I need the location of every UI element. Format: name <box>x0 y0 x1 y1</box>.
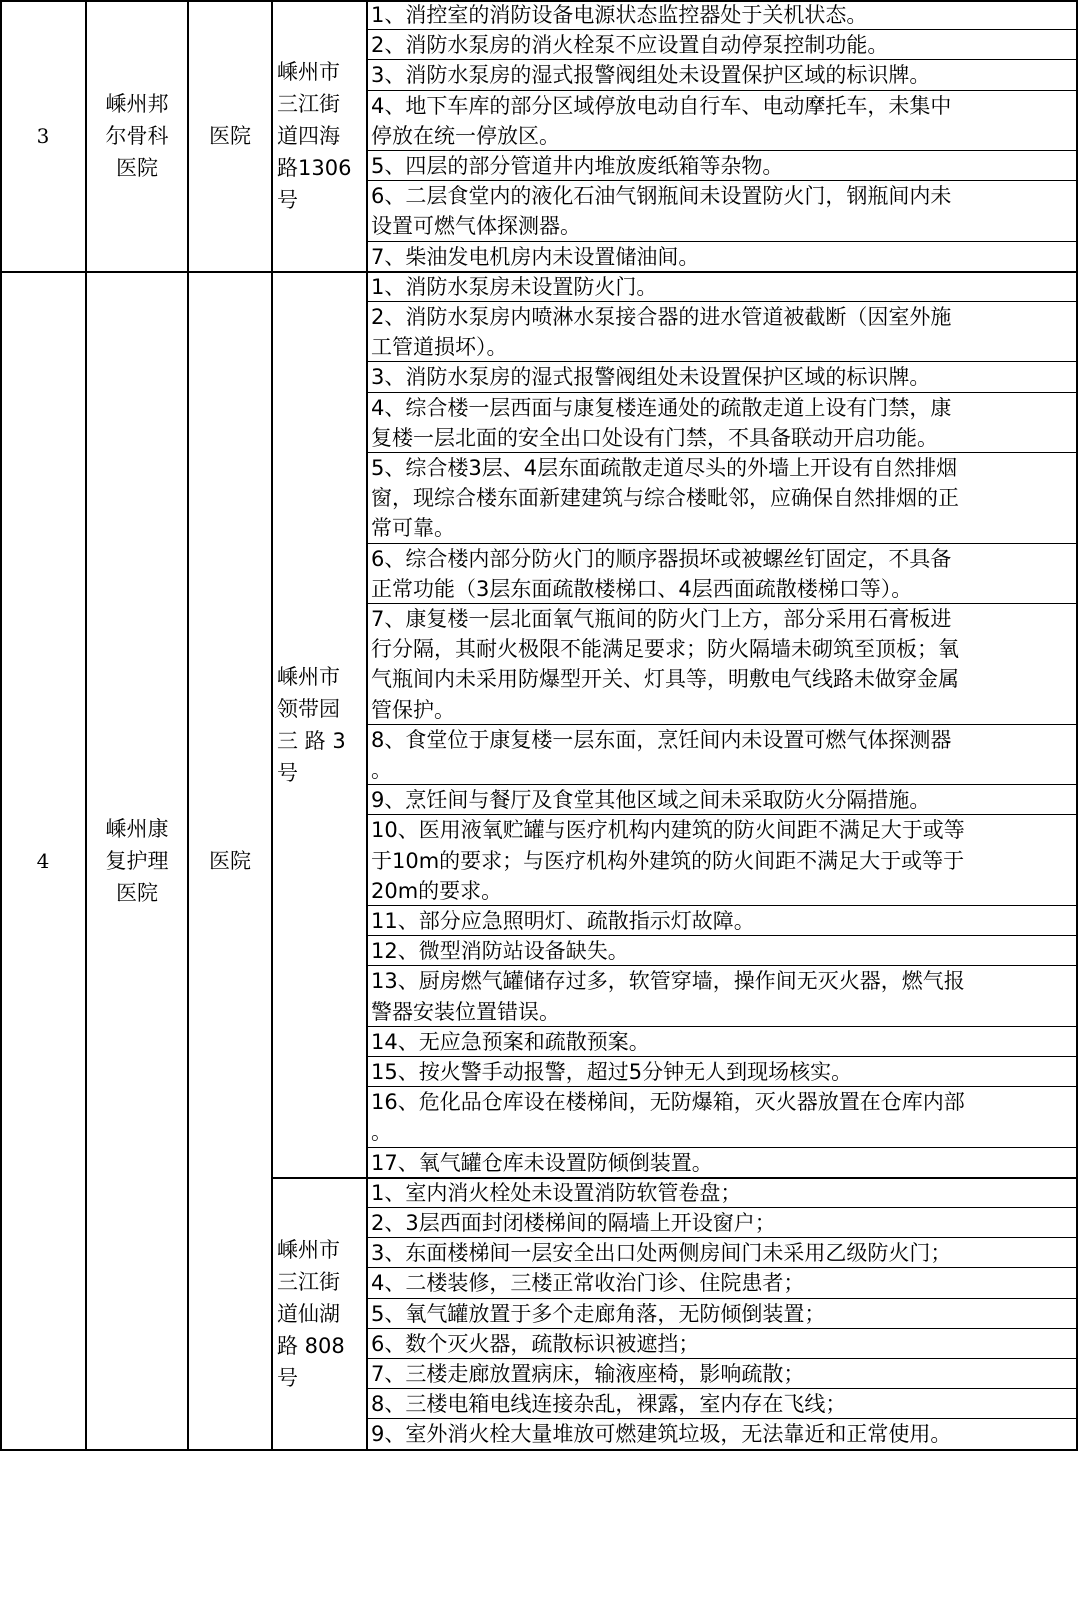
issue-text: 6、综合楼内部分防火门的顺序器损坏或被螺丝钉固定，不具备 <box>371 546 952 571</box>
issue-text: 10、医用液氧贮罐与医疗机构内建筑的防火间距不满足大于或等 <box>371 818 965 843</box>
issue-text: 行分隔，其耐火极限不能满足要求；防火隔墙未砌筑至顶板；氧 <box>371 637 959 662</box>
issue-text: 设置可燃气体探测器。 <box>371 214 581 239</box>
issue-item <box>367 30 1078 60</box>
column-border <box>0 0 2 1450</box>
hospital-name-line: 嵊州邦 <box>105 91 169 116</box>
site-divider <box>272 1177 1078 1179</box>
issue-item <box>367 272 1078 302</box>
issue-divider <box>367 784 1078 785</box>
issue-text: 6、数个灭火器，疏散标识被遮挡； <box>371 1331 700 1356</box>
issue-item <box>367 91 1078 151</box>
issue-text: 2、消防水泵房的消火栓泵不应设置自动停泵控制功能。 <box>371 33 889 58</box>
address-line: 三江街 <box>277 91 340 116</box>
issue-item <box>367 1057 1078 1087</box>
issue-text: 5、四层的部分管道井内堆放废纸箱等杂物。 <box>371 154 784 178</box>
site-address <box>272 272 367 1178</box>
issue-text: 正常功能（3层东面疏散楼梯口、4层西面疏散楼梯口等）。 <box>371 576 913 601</box>
issue-text: 4、二楼装修，三楼正常收治门诊、住院患者； <box>371 1271 805 1296</box>
address-line: 道仙湖 <box>277 1301 340 1326</box>
address-line: 领带园 <box>277 696 340 721</box>
issue-divider <box>367 1207 1078 1208</box>
issue-text: 16、危化品仓库设在楼梯间，无防爆箱，灭火器放置在仓库内部 <box>371 1090 965 1115</box>
issue-divider <box>367 1267 1078 1268</box>
issue-divider <box>367 452 1078 453</box>
issue-item <box>367 1178 1078 1208</box>
issue-text: 2、3层西面封闭楼梯间的隔墙上开设窗户； <box>371 1211 776 1235</box>
site-address <box>272 1178 367 1450</box>
column-border <box>1076 0 1078 1450</box>
issue-text: 9、烹饪间与餐厅及食堂其他区域之间未采取防火分隔措施。 <box>371 788 931 813</box>
issue-text: 11、部分应急照明灯、疏散指示灯故障。 <box>371 909 755 933</box>
address-line: 号 <box>277 1365 298 1390</box>
address-line: 路1306 <box>277 155 352 180</box>
issue-text: 气瓶间内未采用防爆型开关、灯具等，明敷电气线路未做穿金属 <box>371 667 959 692</box>
hospital-name-line: 医院 <box>116 880 158 905</box>
issue-text: 3、消防水泵房的湿式报警阀组处未设置保护区域的标识牌。 <box>371 63 931 88</box>
issue-text: 15、按火警手动报警，超过5分钟无人到现场核实。 <box>371 1060 853 1084</box>
issue-divider <box>367 935 1078 936</box>
issue-divider <box>367 392 1078 393</box>
issue-text: 复楼一层北面的安全出口处设有门禁，不具备联动开启功能。 <box>371 425 938 450</box>
issue-divider <box>367 814 1078 815</box>
issue-text: 1、室内消火栓处未设置消防软管卷盘； <box>371 1180 742 1205</box>
issue-text: 警器安装位置错误。 <box>371 999 560 1024</box>
issue-item <box>367 1299 1078 1329</box>
issue-item <box>367 725 1078 785</box>
issue-item <box>367 1268 1078 1298</box>
issue-divider <box>367 301 1078 302</box>
address-line: 嵊州市 <box>277 59 340 84</box>
issue-item <box>367 242 1078 272</box>
column-border <box>366 0 368 1450</box>
issue-text: 8、三楼电箱电线连接杂乱，裸露，室内存在飞线； <box>371 1392 847 1417</box>
issue-divider <box>367 543 1078 544</box>
issue-text: 1、消控室的消防设备电源状态监控器处于关机状态。 <box>371 3 868 27</box>
issue-item <box>367 151 1078 181</box>
issue-divider <box>367 180 1078 181</box>
row-number: 4 <box>36 848 50 873</box>
issue-text: 7、康复楼一层北面氧气瓶间的防火门上方，部分采用石膏板进 <box>371 607 952 631</box>
hospital-name-line: 医院 <box>116 155 158 180</box>
issue-text: 窗，现综合楼东面新建建筑与综合楼毗邻，应确保自然排烟的正 <box>371 486 959 511</box>
issue-text: 常可靠。 <box>371 516 455 541</box>
hospital-name <box>86 272 188 1450</box>
issue-divider <box>367 905 1078 906</box>
issue-divider <box>367 603 1078 604</box>
address-line: 嵊州市 <box>277 664 340 689</box>
column-border <box>187 0 189 1450</box>
address-line: 嵊州市 <box>277 1237 340 1262</box>
issue-text: 3、消防水泵房的湿式报警阀组处未设置保护区域的标识牌。 <box>371 365 931 390</box>
issue-text: 13、厨房燃气罐储存过多，软管穿墙，操作间无灭火器，燃气报 <box>371 969 965 994</box>
issue-divider <box>367 59 1078 60</box>
issue-divider <box>367 1056 1078 1057</box>
issue-divider <box>367 241 1078 242</box>
issue-divider <box>367 1086 1078 1087</box>
issue-divider <box>367 1026 1078 1027</box>
issue-item <box>367 815 1078 906</box>
address-line: 道四海 <box>277 123 340 148</box>
issue-divider <box>367 1328 1078 1329</box>
column-border <box>271 0 273 1450</box>
row-border <box>0 1449 1078 1451</box>
issue-text: 7、三楼走廊放置病床，输液座椅，影响疏散； <box>371 1362 805 1386</box>
hospital-name <box>86 0 188 272</box>
issue-item <box>367 453 1078 544</box>
issue-divider <box>367 1147 1078 1148</box>
hospital-name-line: 复护理 <box>105 848 169 873</box>
issue-item <box>367 906 1078 936</box>
site-address <box>272 0 367 272</box>
issue-text: 7、柴油发电机房内未设置储油间。 <box>371 244 700 269</box>
issue-text: 8、食堂位于康复楼一层东面，烹饪间内未设置可燃气体探测器 <box>371 727 952 752</box>
issue-text: 工管道损坏）。 <box>371 335 508 360</box>
issue-item <box>367 1087 1078 1147</box>
address-line: 号 <box>277 187 298 212</box>
hospital-name-line: 嵊州康 <box>105 816 169 841</box>
address-line: 路 808 <box>277 1333 345 1358</box>
issue-item <box>367 604 1078 725</box>
issue-divider <box>367 965 1078 966</box>
issue-item <box>367 936 1078 966</box>
issue-text: 3、东面楼梯间一层安全出口处两侧房间门未采用乙级防火门； <box>371 1241 952 1266</box>
issue-divider <box>367 1237 1078 1238</box>
issue-divider <box>367 361 1078 362</box>
issue-text: 4、综合楼一层西面与康复楼连通处的疏散走道上设有门禁，康 <box>371 395 952 420</box>
issue-text: 。 <box>371 1120 392 1145</box>
issue-text: 12、微型消防站设备缺失。 <box>371 939 629 964</box>
issue-item <box>367 1389 1078 1419</box>
issue-text: 17、氧气罐仓库未设置防倾倒装置。 <box>371 1150 713 1175</box>
issue-item <box>367 0 1078 30</box>
issue-text: 管保护。 <box>371 697 455 722</box>
issue-divider <box>367 724 1078 725</box>
issue-text: 5、综合楼3层、4层东面疏散走道尽头的外墙上开设有自然排烟 <box>371 456 958 480</box>
unit-type: 医院 <box>209 123 251 148</box>
issue-item <box>367 966 1078 1026</box>
unit-type: 医院 <box>209 848 251 873</box>
issue-item <box>367 1208 1078 1238</box>
issue-item <box>367 362 1078 392</box>
issue-item <box>367 544 1078 604</box>
row-number: 3 <box>36 123 50 148</box>
issue-item <box>367 393 1078 453</box>
issue-text: 5、氧气罐放置于多个走廊角落，无防倾倒装置； <box>371 1301 826 1326</box>
address-line: 号 <box>277 760 298 785</box>
issue-text: 2、消防水泵房内喷淋水泵接合器的进水管道被截断（因室外施 <box>371 305 952 329</box>
issue-text: 20m的要求。 <box>371 878 503 903</box>
issue-item <box>367 1238 1078 1268</box>
issue-item <box>367 1359 1078 1389</box>
address-line: 三江街 <box>277 1269 340 1294</box>
issue-divider <box>367 1298 1078 1299</box>
issue-divider <box>367 1418 1078 1419</box>
hospital-name-line: 尔骨科 <box>105 123 169 148</box>
issue-text: 9、室外消火栓大量堆放可燃建筑垃圾，无法靠近和正常使用。 <box>371 1422 952 1447</box>
issue-text: 1、消防水泵房未设置防火门。 <box>371 274 658 299</box>
issue-item <box>367 60 1078 90</box>
issue-text: 于10m的要求；与医疗机构外建筑的防火间距不满足大于或等于 <box>371 848 965 873</box>
issue-item <box>367 1027 1078 1057</box>
issue-divider <box>367 150 1078 151</box>
issue-text: 4、地下车库的部分区域停放电动自行车、电动摩托车，未集中 <box>371 93 952 118</box>
issue-item <box>367 1419 1078 1449</box>
issue-divider <box>367 90 1078 91</box>
issue-text: 停放在统一停放区。 <box>371 123 560 148</box>
issue-item <box>367 785 1078 815</box>
issue-text: 。 <box>371 757 392 782</box>
issue-item <box>367 302 1078 362</box>
issue-divider <box>367 1358 1078 1359</box>
issue-item <box>367 181 1078 241</box>
issue-text: 14、无应急预案和疏散预案。 <box>371 1029 650 1054</box>
issue-item <box>367 1148 1078 1178</box>
issue-divider <box>367 1388 1078 1389</box>
address-line: 三 路 3 <box>277 728 346 753</box>
issue-item <box>367 1329 1078 1359</box>
issue-divider <box>367 29 1078 30</box>
column-border <box>85 0 87 1450</box>
issue-text: 6、二层食堂内的液化石油气钢瓶间未设置防火门，钢瓶间内未 <box>371 184 952 209</box>
